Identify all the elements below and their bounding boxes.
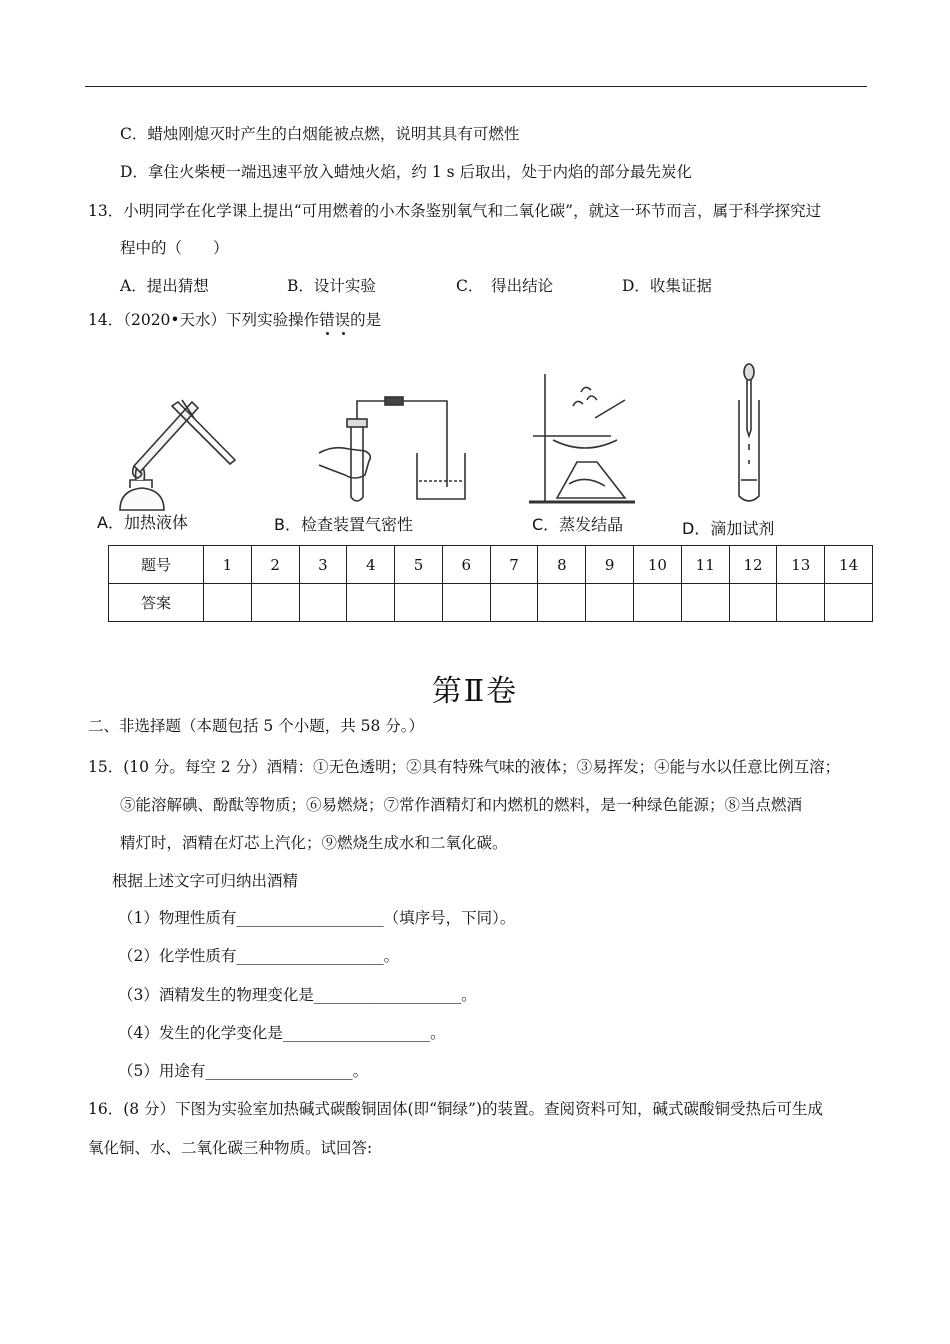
figure-b-airtightness-check xyxy=(315,395,485,510)
figure-label-b: B．检查装置气密性 xyxy=(274,515,413,534)
figure-c-evaporation xyxy=(525,370,645,510)
answer-cell[interactable] xyxy=(729,584,777,622)
question-number: 12 xyxy=(729,546,777,584)
answer-cell[interactable] xyxy=(251,584,299,622)
header-rule xyxy=(85,86,867,87)
q15-stem-line3: 精灯时，酒精在灯芯上汽化；⑨燃烧生成水和二氧化碳。 xyxy=(120,834,508,852)
figure-label-a: A．加热液体 xyxy=(97,513,188,532)
answer-cell[interactable] xyxy=(204,584,252,622)
answer-cell[interactable] xyxy=(634,584,682,622)
q16-stem-line2: 氧化铜、水、二氧化碳三种物质。试回答: xyxy=(88,1139,373,1157)
q13-option-b: B．设计实验 xyxy=(287,277,376,295)
q12-option-d: D．拿住火柴梗一端迅速平放入蜡烛火焰，约 1 s 后取出，处于内焰的部分最先炭化 xyxy=(120,163,693,181)
q12-option-c: C．蜡烛刚熄灭时产生的白烟能被点燃，说明其具有可燃性 xyxy=(120,125,520,143)
q15-sub-2: （2）化学性质有___________________。 xyxy=(118,947,400,965)
part-two-heading: 二、非选择题（本题包括 5 个小题，共 58 分。） xyxy=(88,717,425,735)
answer-table xyxy=(108,545,873,622)
figure-d-dropper xyxy=(725,360,785,510)
answer-cell[interactable] xyxy=(825,584,873,622)
answer-cell[interactable] xyxy=(777,584,825,622)
q15-sub-5: （5）用途有___________________。 xyxy=(118,1062,369,1080)
question-number: 11 xyxy=(681,546,729,584)
answer-cell[interactable] xyxy=(681,584,729,622)
q13-option-c: C． 得出结论 xyxy=(456,277,554,295)
question-number: 13 xyxy=(777,546,825,584)
q14-stem: 14．（2020•天水）下列实验操作错误的是 xyxy=(88,311,382,329)
q15-sub-3: （3）酒精发生的物理变化是___________________。 xyxy=(118,986,477,1004)
figure-label-c: C．蒸发结晶 xyxy=(532,515,624,534)
question-number: 3 xyxy=(299,546,347,584)
q16-stem-line1: 16．(8 分）下图为实验室加热碱式碳酸铜固体(即“铜绿”)的装置。查阅资料可知，碱式碳酸铜受热后可生成 xyxy=(88,1100,824,1118)
question-number: 8 xyxy=(538,546,586,584)
question-number: 14 xyxy=(825,546,873,584)
question-number: 7 xyxy=(490,546,538,584)
question-number: 5 xyxy=(395,546,443,584)
answer-table-number-row xyxy=(109,546,873,584)
answer-cell[interactable] xyxy=(538,584,586,622)
question-number: 2 xyxy=(251,546,299,584)
q13-option-a: A．提出猜想 xyxy=(120,277,209,295)
question-number: 6 xyxy=(442,546,490,584)
q15-intro: 根据上述文字可归纳出酒精 xyxy=(112,872,299,890)
figure-a-heating-liquid xyxy=(112,392,262,527)
q15-stem-line1: 15．(10 分。每空 2 分）酒精：①无色透明；②具有特殊气味的液体；③易挥发；④能与水以任意比例互溶； xyxy=(88,758,841,776)
figure-label-d: D．滴加试剂 xyxy=(682,519,775,538)
part-two-title: 第Ⅱ卷 xyxy=(431,674,519,709)
table-header-answer: 答案 xyxy=(109,584,204,622)
q15-sub-1: （1）物理性质有___________________（填序号，下同）。 xyxy=(118,909,516,927)
answer-table-answer-row xyxy=(109,584,873,622)
answer-cell[interactable] xyxy=(490,584,538,622)
answer-cell[interactable] xyxy=(442,584,490,622)
question-number: 1 xyxy=(204,546,252,584)
answer-cell[interactable] xyxy=(586,584,634,622)
q13-stem-line2: 程中的（ ） xyxy=(120,239,229,257)
question-number: 9 xyxy=(586,546,634,584)
q15-stem-line2: ⑤能溶解碘、酚酞等物质；⑥易燃烧；⑦常作酒精灯和内燃机的燃料，是一种绿色能源；⑧当点燃酒 xyxy=(120,796,803,814)
question-number: 4 xyxy=(347,546,395,584)
q13-option-d: D．收集证据 xyxy=(622,277,712,295)
answer-cell[interactable] xyxy=(395,584,443,622)
q13-stem-line1: 13．小明同学在化学课上提出“可用燃着的小木条鉴别氧气和二氧化碳”，就这一环节而言，属于科学探究过 xyxy=(88,202,822,220)
table-header-number: 题号 xyxy=(109,546,204,584)
question-number: 10 xyxy=(634,546,682,584)
q15-sub-4: （4）发生的化学变化是___________________。 xyxy=(118,1024,446,1042)
answer-cell[interactable] xyxy=(347,584,395,622)
answer-cell[interactable] xyxy=(299,584,347,622)
